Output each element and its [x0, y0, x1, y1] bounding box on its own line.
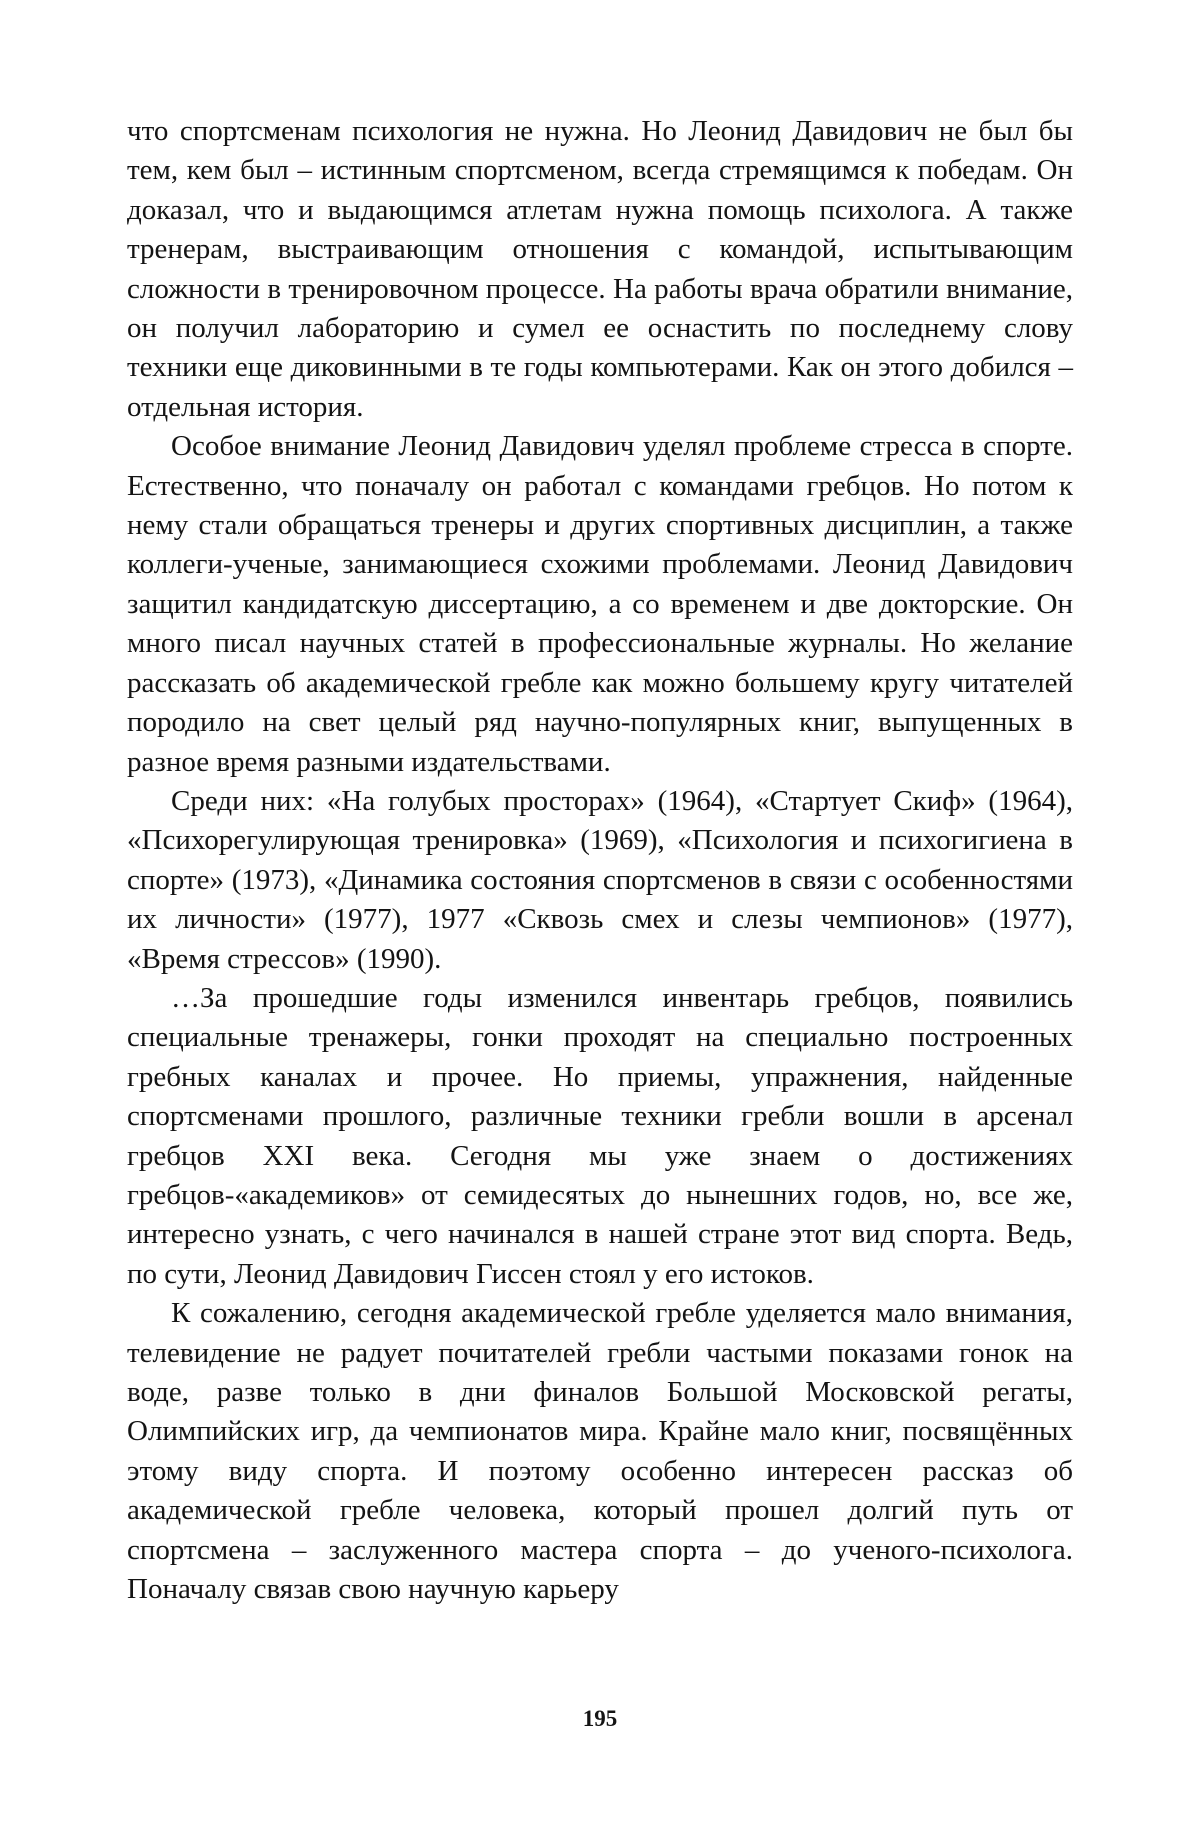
paragraph-5: К сожалению, сегодня академической гребле уделяется мало внимания, телевидение не радует почитателей гребли частыми показами гонок на воде, разве только в дни финалов Большой Московской регаты, Олимпийских игр, да чемпионатов мира. Крайне мало книг, посвящённых этому виду спорта. И поэтому особенно интересен рассказ об академической гребле человека, который прошел долгий путь от спортсмена – заслуженного мастера спорта – до ученого-психолога. Поначалу связав свою научную карьеру [127, 1297, 1073, 1606]
paragraph-4: …За прошедшие годы изменился инвентарь гребцов, появились специальные тренажеры, гонки проходят на специально построенных гребных каналах и прочее. Но приемы, упражнения, найденные спортсменами прошлого, различные техники гребли вошли в арсенал гребцов XXI века. Сегодня мы уже знаем о достижениях гребцов-«академиков» от семидесятых до нынешних годов, но, все же, интересно узнать, с чего начинался в нашей стране этот вид спорта. Ведь, по сути, Леонид Давидович Гиссен стоял у его истоков. [127, 981, 1073, 1290]
page-number: 195 [582, 1706, 618, 1731]
page-body [127, 112, 1073, 1609]
paragraph-1: что спортсменам психология не нужна. Но Леонид Давидович не был бы тем, кем был – истинным спортсменом, всегда стремящимся к победам. Он доказал, что и выдающимся атлетам нужна помощь психолога. А также тренерам, выстраивающим отношения с командой, испытывающим сложности в тренировочном процессе. На работы врача обратили внимание, он получил лабораторию и сумел ее оснастить по последнему слову техники еще диковинными в те годы компьютерами. Как он этого добился – отдельная история. [127, 115, 1073, 423]
paragraph-2: Особое внимание Леонид Давидович уделял проблеме стресса в спорте. Естественно, что поначалу он работал с командами гребцов. Но потом к нему стали обращаться тренеры и других спортивных дисциплин, а также коллеги-ученые, занимающиеся схожими проблемами. Леонид Давидович защитил кандидатскую диссертацию, а со временем и две докторские. Он много писал научных статей в профессиональные журналы. Но желание рассказать об академической гребле как можно большему кругу читателей породило на свет целый ряд научно-популярных книг, выпущенных в разное время разными издательствами. [127, 430, 1073, 778]
paragraph-3: Среди них: «На голубых просторах» (1964), «Стартует Скиф» (1964), «Психорегулирующая тренировка» (1969), «Психология и психогигиена в спорте» (1973), «Динамика состояния спортсменов в связи с особенностями их личности» (1977), 1977 «Сквозь смех и слезы чемпионов» (1977), «Время стрессов» (1990). [127, 784, 1073, 975]
